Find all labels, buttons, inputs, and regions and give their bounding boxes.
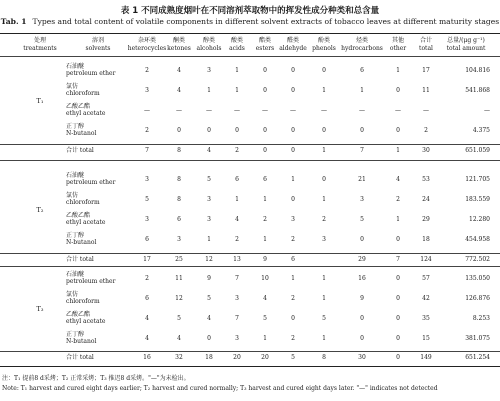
group-total-label: 合计 total [66, 147, 94, 154]
table-cell: 0 [396, 315, 400, 322]
column-header-cn: 其他 [391, 37, 404, 44]
table-cell: 7 [235, 275, 239, 282]
table-cell: 3 [235, 295, 239, 302]
table-cell: 541.868 [465, 87, 490, 94]
table-cell: 5 [360, 216, 364, 223]
table-cell: 1 [322, 275, 326, 282]
total-cell: 0 [291, 147, 295, 154]
table-cell: 2 [145, 275, 149, 282]
column-header-en: hydrocarbons [341, 45, 383, 52]
table-cell: 1 [291, 275, 295, 282]
table-cell: 0 [177, 127, 181, 134]
table-cell: 5 [322, 315, 326, 322]
column-header-cn: 烃类 [355, 37, 368, 44]
table-cell: 18 [422, 236, 430, 243]
table-cell: 8.253 [472, 315, 490, 322]
table-cell: 2 [235, 236, 239, 243]
solvent-name-cn: 石油醚 [66, 63, 85, 70]
table-cell: — [290, 107, 296, 114]
table-cell: 4 [207, 315, 211, 322]
solvent-name-cn: 正丁醇 [66, 331, 85, 338]
table-cell: 6 [145, 236, 149, 243]
table-cell: 17 [422, 67, 430, 74]
note-en: Note: T₁ harvest and cured eight days earlier; T₂ harvest and cured normally; T₃ harvest and cured eight days later. "—" indicates not detected [2, 385, 438, 392]
table-rule [0, 366, 500, 367]
table-cell: 0 [291, 315, 295, 322]
group-total-label: 合计 total [66, 354, 94, 361]
table-cell: 1 [322, 87, 326, 94]
table-cell: 4 [145, 315, 149, 322]
column-header-cn: 杂环类 [137, 37, 156, 44]
table-cell: 3 [177, 236, 181, 243]
table-cell: 1 [235, 87, 239, 94]
table-cell: 2 [322, 216, 326, 223]
column-header-cn: 酸类 [230, 37, 243, 44]
solvent-name-cn: 氯仿 [66, 83, 79, 90]
column-header-en: ketones [167, 45, 191, 52]
total-cell: 124 [420, 256, 432, 263]
table-cell: 5 [177, 315, 181, 322]
table-cell: — [484, 107, 490, 114]
table-cell: 1 [207, 87, 211, 94]
table-cell: 29 [422, 216, 430, 223]
table-cell: 2 [145, 127, 149, 134]
table-caption-en [0, 17, 500, 26]
solvent-name-en: N-butanol [66, 338, 97, 345]
group-total-label: 合计 total [66, 256, 94, 263]
solvent-name-cn: 正丁醇 [66, 123, 85, 130]
table-cell: 16 [358, 275, 366, 282]
table-cell: 0 [396, 295, 400, 302]
table-cell: 6 [177, 216, 181, 223]
table-cell: 1 [291, 176, 295, 183]
table-cell: 1 [360, 87, 364, 94]
table-cell: 4 [235, 216, 239, 223]
total-cell: 16 [143, 354, 151, 361]
table-rule [0, 351, 500, 352]
table-rule [0, 33, 500, 34]
table-cell: 1 [207, 236, 211, 243]
table-cell: 4 [263, 295, 267, 302]
total-cell: 5 [291, 354, 295, 361]
table-cell: 9 [360, 295, 364, 302]
treatment-label: T₃ [36, 305, 44, 313]
total-cell: 149 [420, 354, 432, 361]
table-cell: 35 [422, 315, 430, 322]
table-rule [0, 160, 500, 161]
note-cn: 注：T₁ 提前8 d采烤；T₂ 正常采烤；T₃ 推迟8 d采烤。"—"为未检出。 [2, 375, 190, 382]
total-cell: 7 [360, 147, 364, 154]
total-cell: 9 [263, 256, 267, 263]
table-cell: — [321, 107, 327, 114]
solvent-name-cn: 氯仿 [66, 192, 79, 199]
column-header-cn: 溶剂 [91, 37, 104, 44]
total-cell: 0 [263, 147, 267, 154]
table-cell: 57 [422, 275, 430, 282]
column-header-en: total amount [446, 45, 486, 52]
column-header-en: alcohols [196, 45, 222, 52]
solvent-name-en: chloroform [66, 199, 100, 206]
table-cell: 454.958 [465, 236, 490, 243]
table-cell: — [144, 107, 150, 114]
solvent-name-en: chloroform [66, 298, 100, 305]
column-header-en: other [389, 45, 407, 52]
table-cell: 0 [360, 315, 364, 322]
total-cell: 20 [233, 354, 241, 361]
total-cell: 7 [396, 256, 400, 263]
table-cell: 4 [145, 335, 149, 342]
table-cell: 1 [263, 236, 267, 243]
table-cell: 8 [177, 176, 181, 183]
table-cell: 3 [322, 236, 326, 243]
table-cell: 15 [422, 335, 430, 342]
table-cell: 0 [396, 236, 400, 243]
total-cell: 651.254 [465, 354, 490, 361]
table-cell: 11 [422, 87, 430, 94]
column-header-en: treatments [23, 45, 57, 52]
table-cell: 126.876 [465, 295, 490, 302]
table-cell: 3 [207, 67, 211, 74]
total-cell: 651.059 [465, 147, 490, 154]
table-cell: 42 [422, 295, 430, 302]
table-notes [2, 374, 498, 394]
table-cell: 0 [360, 335, 364, 342]
total-cell: 25 [175, 256, 183, 263]
column-header-cn: 醛类 [286, 37, 299, 44]
table-cell: 0 [291, 67, 295, 74]
total-cell: 12 [205, 256, 213, 263]
table-cell: 8 [177, 196, 181, 203]
table-cell: 6 [360, 67, 364, 74]
solvent-name-en: ethyl acetate [66, 318, 106, 325]
solvent-name-cn: 正丁醇 [66, 232, 85, 239]
solvent-name-cn: 石油醚 [66, 172, 85, 179]
column-header-en: phenols [312, 45, 336, 52]
solvent-name-cn: 氯仿 [66, 291, 79, 298]
table-cell: 3 [145, 176, 149, 183]
total-cell: 772.502 [465, 256, 490, 263]
table-cell: 0 [235, 127, 239, 134]
table-cell: 12 [175, 295, 183, 302]
solvent-name-en: petroleum ether [66, 278, 116, 285]
column-header-en: heterocycles [127, 45, 167, 52]
total-cell: 20 [261, 354, 269, 361]
solvent-name-cn: 石油醚 [66, 271, 85, 278]
solvent-name-en: N-butanol [66, 239, 97, 246]
total-cell: 4 [207, 147, 211, 154]
table-cell: 0 [263, 87, 267, 94]
table-cell: 0 [360, 127, 364, 134]
table-cell: — [206, 107, 212, 114]
table-cell: 4 [396, 176, 400, 183]
total-cell: 8 [177, 147, 181, 154]
total-cell: 17 [143, 256, 151, 263]
table-cell: 0 [263, 67, 267, 74]
table-cell: 2 [291, 236, 295, 243]
table-cell: 6 [263, 176, 267, 183]
table-cell: 0 [207, 127, 211, 134]
table-cell: 0 [322, 127, 326, 134]
table-cell: — [262, 107, 268, 114]
solvent-name-en: chloroform [66, 90, 100, 97]
column-header-en: solvents [85, 45, 111, 52]
solvent-name-en: ethyl acetate [66, 110, 106, 117]
table-cell: 10 [261, 275, 269, 282]
column-header-cn: 酮类 [172, 37, 185, 44]
table-cell: 0 [396, 87, 400, 94]
table-cell: 121.705 [465, 176, 490, 183]
table-cell: 0 [396, 127, 400, 134]
column-header-cn: 酚类 [317, 37, 330, 44]
table-cell: 7 [235, 315, 239, 322]
table-cell: 183.559 [465, 196, 490, 203]
solvent-name-cn: 乙酸乙酯 [66, 212, 91, 219]
table-cell: 5 [263, 315, 267, 322]
table-cell: 0 [360, 236, 364, 243]
table-cell: 3 [207, 216, 211, 223]
column-header-en: esters [255, 45, 275, 52]
table-cell: 3 [235, 335, 239, 342]
table-cell: — [359, 107, 365, 114]
table-cell: 1 [263, 196, 267, 203]
table-rule [0, 253, 500, 254]
table-cell: — [395, 107, 401, 114]
table-cell: 21 [358, 176, 366, 183]
solvent-name-en: petroleum ether [66, 70, 116, 77]
total-cell: 1 [396, 147, 400, 154]
table-cell: 1 [396, 67, 400, 74]
table-cell: 2 [263, 216, 267, 223]
table-cell: 0 [396, 335, 400, 342]
table-cell: 0 [291, 87, 295, 94]
table-cell: 2 [424, 127, 428, 134]
total-cell: 30 [358, 354, 366, 361]
table-cell: 3 [145, 216, 149, 223]
table-cell: 1 [396, 216, 400, 223]
column-header-cn: 醇类 [202, 37, 215, 44]
table-cell: 0 [322, 176, 326, 183]
table-cell: 9 [207, 275, 211, 282]
solvent-name-en: N-butanol [66, 130, 97, 137]
table-cell: 4 [177, 335, 181, 342]
table-cell: 104.816 [465, 67, 490, 74]
table-cell: 3 [360, 196, 364, 203]
total-cell: 6 [291, 256, 295, 263]
table-cell: 4 [177, 67, 181, 74]
total-cell: 18 [205, 354, 213, 361]
table-caption-cn: 表 1 不同成熟度烟叶在不同溶剂萃取物中的挥发性成分种类和总含量 [120, 6, 380, 16]
total-cell: 0 [396, 354, 400, 361]
solvent-name-cn: 乙酸乙酯 [66, 311, 91, 318]
table-title: Types and total content of volatile components in different solvent extracts of tobacco leaves at different maturity stages [32, 17, 500, 26]
total-cell: 29 [358, 256, 366, 263]
solvent-name-en: petroleum ether [66, 179, 116, 186]
column-header-cn: 处理 [33, 37, 46, 44]
table-cell: 0 [396, 275, 400, 282]
table-cell: 0 [322, 67, 326, 74]
solvent-name-cn: 乙酸乙酯 [66, 103, 91, 110]
table-cell: 3 [145, 87, 149, 94]
table-cell: 3 [291, 216, 295, 223]
table-cell: 2 [291, 335, 295, 342]
table-cell: 1 [322, 295, 326, 302]
table-cell: 12.280 [469, 216, 490, 223]
column-header-en: aldehyde [279, 45, 307, 52]
table-cell: 2 [396, 196, 400, 203]
table-cell: 2 [145, 67, 149, 74]
table-cell: 11 [175, 275, 183, 282]
table-cell: 24 [422, 196, 430, 203]
table-rule [0, 266, 500, 267]
column-header-cn: 总量/(μg g⁻¹) [447, 37, 485, 44]
table-rule [0, 144, 500, 145]
table-cell: 5 [145, 196, 149, 203]
total-cell: 1 [322, 147, 326, 154]
table-cell: 3 [207, 196, 211, 203]
table-cell: 5 [207, 295, 211, 302]
solvent-name-en: ethyl acetate [66, 219, 106, 226]
table-cell: 0 [291, 127, 295, 134]
total-cell: 13 [233, 256, 241, 263]
table-cell: — [423, 107, 429, 114]
table-cell: 4 [177, 87, 181, 94]
column-header-cn: 合计 [419, 37, 432, 44]
table-cell: — [176, 107, 182, 114]
table-cell: 53 [422, 176, 430, 183]
table-cell: 5 [207, 176, 211, 183]
table-cell: 2 [291, 295, 295, 302]
total-cell: 2 [235, 147, 239, 154]
column-header-cn: 酯类 [258, 37, 271, 44]
table-cell: 135.050 [465, 275, 490, 282]
table-cell: 1 [322, 335, 326, 342]
table-cell: 1 [235, 196, 239, 203]
treatment-label: T₂ [36, 206, 44, 214]
table-cell: 1 [322, 196, 326, 203]
table-cell: 4.375 [472, 127, 490, 134]
table-cell: 0 [207, 335, 211, 342]
column-header-en: acids [229, 45, 245, 52]
table-cell: 1 [235, 67, 239, 74]
treatment-label: T₁ [36, 97, 44, 105]
total-cell: 7 [145, 147, 149, 154]
table-cell: 0 [263, 127, 267, 134]
table-rule [0, 56, 500, 57]
total-cell: 8 [322, 354, 326, 361]
total-cell: 32 [175, 354, 183, 361]
table-cell: 6 [235, 176, 239, 183]
table-cell: 0 [291, 196, 295, 203]
column-header-en: total [419, 45, 433, 52]
table-number: Tab. 1 [0, 17, 27, 26]
total-cell: 30 [422, 147, 430, 154]
table-cell: — [234, 107, 240, 114]
table-cell: 1 [263, 335, 267, 342]
table-cell: 381.075 [465, 335, 490, 342]
table-cell: 6 [145, 295, 149, 302]
